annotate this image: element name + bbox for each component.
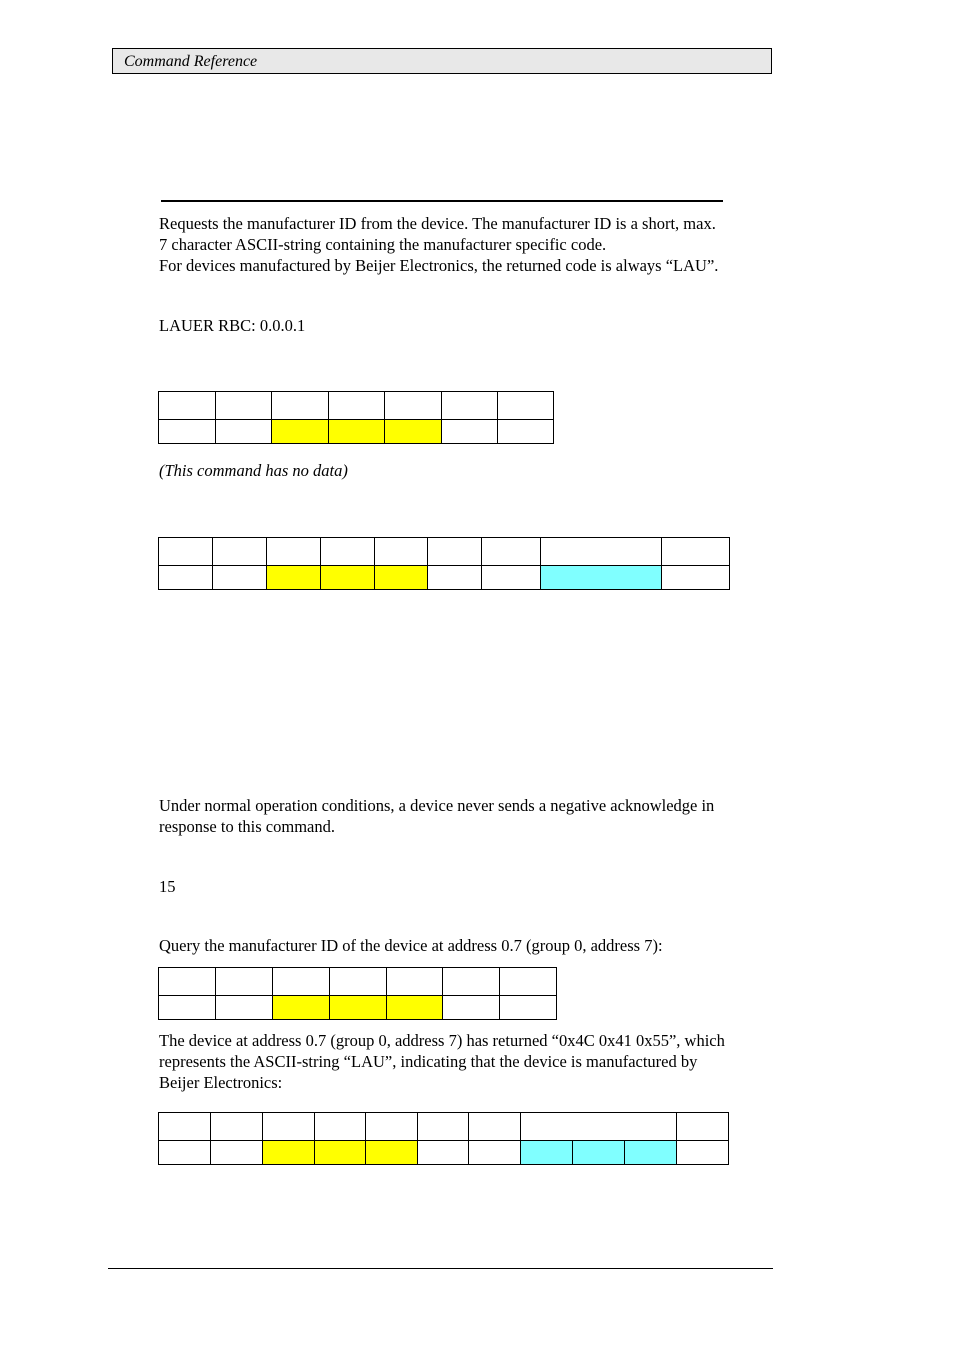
- table-cell: [385, 392, 442, 420]
- table-cell: [443, 996, 500, 1020]
- table-cell: [273, 968, 330, 996]
- example-response-table: [158, 1112, 729, 1165]
- table-cell: [469, 1141, 521, 1165]
- command-frame-table: [158, 391, 554, 444]
- table-cell: [443, 968, 500, 996]
- table-cell: [500, 968, 557, 996]
- table-cell: [366, 1113, 418, 1141]
- table-cell: [159, 996, 216, 1020]
- command-cell: [321, 566, 375, 590]
- table-cell: [418, 1113, 469, 1141]
- no-data-note: (This command has no data): [159, 461, 348, 480]
- example-query-table: [158, 967, 557, 1020]
- table-cell: [216, 392, 272, 420]
- table-cell: [482, 538, 541, 566]
- nak-note: [159, 795, 739, 837]
- table-cell: [159, 420, 216, 444]
- command-number: 15: [159, 877, 176, 896]
- section-divider: [161, 200, 723, 202]
- table-cell: [267, 538, 321, 566]
- table-cell: [375, 538, 428, 566]
- command-cell: [330, 996, 387, 1020]
- table-cell: [159, 1141, 211, 1165]
- table-cell: [321, 538, 375, 566]
- table-cell: [159, 566, 213, 590]
- data-cell: [573, 1141, 625, 1165]
- table-cell: [272, 392, 329, 420]
- description-line: Requests the manufacturer ID from the device. The manufacturer ID is a short, max.: [159, 214, 716, 233]
- table-cell: [213, 538, 267, 566]
- table-cell: [216, 420, 272, 444]
- version-info: LAUER RBC: 0.0.0.1: [159, 316, 306, 335]
- table-cell: [677, 1113, 729, 1141]
- description: [159, 213, 739, 276]
- table-cell: [442, 420, 498, 444]
- command-cell: [366, 1141, 418, 1165]
- table-cell: [677, 1141, 729, 1165]
- command-cell: [273, 996, 330, 1020]
- table-cell: [329, 392, 385, 420]
- footer-divider: [108, 1268, 773, 1269]
- command-cell: [263, 1141, 315, 1165]
- command-cell: [267, 566, 321, 590]
- table-cell: [211, 1141, 263, 1165]
- example-response-line: The device at address 0.7 (group 0, address 7) has returned “0x4C 0x41 0x55”, which: [159, 1031, 725, 1050]
- table-cell: [500, 996, 557, 1020]
- data-cell: [521, 1141, 573, 1165]
- table-cell: [159, 1113, 211, 1141]
- table-cell: [159, 392, 216, 420]
- nak-note-line: response to this command.: [159, 817, 335, 836]
- table-cell: [263, 1113, 315, 1141]
- table-cell: [482, 566, 541, 590]
- table-cell: [428, 538, 482, 566]
- example-response: [159, 1030, 739, 1093]
- table-cell: [662, 538, 730, 566]
- table-cell: [442, 392, 498, 420]
- table-cell: [418, 1141, 469, 1165]
- table-cell: [159, 538, 213, 566]
- table-cell: [541, 538, 662, 566]
- command-cell: [375, 566, 428, 590]
- description-line: 7 character ASCII-string containing the manufacturer specific code.: [159, 235, 607, 254]
- table-cell: [469, 1113, 521, 1141]
- page-header: [112, 48, 772, 74]
- example-query: Query the manufacturer ID of the device at address 0.7 (group 0, address 7):: [159, 936, 663, 955]
- example-response-line: represents the ASCII-string “LAU”, indicating that the device is manufactured by: [159, 1052, 698, 1071]
- table-cell: [213, 566, 267, 590]
- command-cell: [385, 420, 442, 444]
- command-cell: [272, 420, 329, 444]
- description-line: For devices manufactured by Beijer Electronics, the returned code is always “LAU”.: [159, 256, 719, 275]
- command-cell: [315, 1141, 366, 1165]
- data-cell: [625, 1141, 677, 1165]
- header-title: Command Reference: [124, 53, 258, 70]
- table-cell: [159, 968, 216, 996]
- command-cell: [329, 420, 385, 444]
- table-cell: [428, 566, 482, 590]
- table-cell: [315, 1113, 366, 1141]
- table-cell: [498, 392, 554, 420]
- table-cell: [330, 968, 387, 996]
- table-cell: [216, 968, 273, 996]
- table-cell: [662, 566, 730, 590]
- response-frame-table: [158, 537, 730, 590]
- nak-note-line: Under normal operation conditions, a device never sends a negative acknowledge in: [159, 796, 715, 815]
- table-cell: [211, 1113, 263, 1141]
- data-cell: [541, 566, 662, 590]
- table-cell: [521, 1113, 677, 1141]
- command-cell: [387, 996, 443, 1020]
- table-cell: [216, 996, 273, 1020]
- example-response-line: Beijer Electronics:: [159, 1073, 283, 1092]
- table-cell: [498, 420, 554, 444]
- table-cell: [387, 968, 443, 996]
